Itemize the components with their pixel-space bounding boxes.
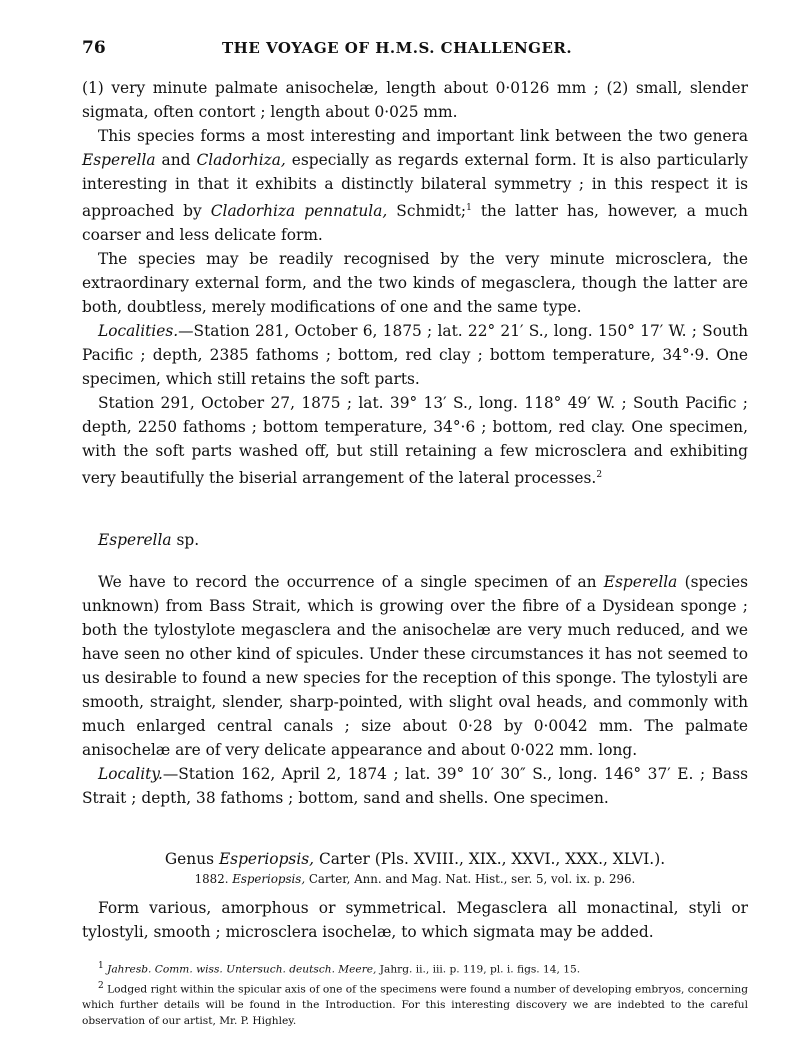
paragraph-recognition: The species may be readily recognised by the very minute microsclera, the extraordinary external form, and the two kinds of megasclera, though the latter are both, doubtless, merely modifications of one and the same type. bbox=[82, 250, 748, 317]
footnote-1: $^1$ Jahresb. Comm. wiss. Untersuch. deutsch. Meere, Jahrg. ii., iii. p. 119, pl. i. figs. 14, 15. bbox=[98, 961, 581, 976]
paragraph-link-between-genera: This species forms a most interesting and important link between the two genera Esperella and Cladorhiza, especially as regards external form. It is also particularly interesting in that it exhibits a distinctly bilateral symmetry ; in this respect it is approached by Cladorhiza pennatula, Schmidt;$^1$ the latter has, however, a much coarser and less delicate form. bbox=[82, 127, 748, 245]
page-number: 76 bbox=[82, 38, 106, 58]
paragraph-esperella-sp: We have to record the occurrence of a single specimen of an Esperella (species unknown) from Bass Strait, which is growing over the fibre of a Dysidean sponge ; both the tylostylote megasclera and the anisochelæ are very much reduced, and we have seen no other kind of spicules. Under these circumstances it has not seemed to us desirable to found a new species for the reception of this sponge. The tylostyli are smooth, straight, slender, sharp-pointed, with slight oval heads, and commonly with much enlarged central canals ; size about 0·28 by 0·0042 mm. The palmate anisochelæ are of very delicate appearance and about 0·022 mm. long. bbox=[82, 573, 748, 760]
locality-label: Locality. bbox=[98, 765, 163, 784]
paragraph-station-291: Station 291, October 27, 1875 ; lat. 39° 13′ S., long. 118° 49′ W. ; South Pacific ; depth, 2250 fathoms ; bottom temperature, 34°·6 ; bottom, red clay. One specimen, with the soft parts washed off, but still retaining a few microsclera and exhibiting very beautifully the biserial arrangement of the lateral processes.$^2$ bbox=[82, 394, 748, 488]
genus-heading: Genus Esperiopsis, Carter (Pls. XVIII., XIX., XXVI., XXX., XLVI.). bbox=[164, 850, 666, 869]
footnotes bbox=[82, 958, 748, 1029]
paragraph-continuation bbox=[82, 76, 748, 124]
paragraph-localities: Localities.—Station 281, October 6, 1875 ; lat. 22° 21′ S., long. 150° 17′ W. ; South Pacific ; depth, 2385 fathoms ; bottom, red clay ; bottom temperature, 34°·9. One specimen, which still retains the soft parts. bbox=[82, 322, 748, 389]
footnote-ref: 1 bbox=[466, 203, 472, 213]
paragraph-locality: Locality.—Station 162, April 2, 1874 ; lat. 39° 10′ 30″ S., long. 146° 37′ E. ; Bass Strait ; depth, 38 fathoms ; bottom, sand and shells. One specimen. bbox=[82, 765, 748, 808]
genus-name: Cladorhiza, bbox=[196, 151, 286, 169]
footnote-2: $^2$ Lodged right within the spicular axis of one of the specimens were found a number of developing embryos, concerning which further details will be found in the Introduction. For this interesting discovery we are indebted to the careful observation of our artist, Mr. P. Highley. bbox=[82, 980, 748, 1028]
paragraph-genus-description: Form various, amorphous or symmetrical. Megasclera all monactinal, styli or tylostyli, smooth ; microsclera isochelæ, to which sigmata may be added. bbox=[82, 899, 748, 942]
species-name: Cladorhiza pennatula, bbox=[210, 202, 388, 221]
genus-name: Esperella bbox=[603, 573, 678, 592]
running-title: THE VOYAGE OF H.M.S. CHALLENGER. bbox=[222, 39, 573, 57]
page-header bbox=[82, 38, 748, 58]
genus-title-name: Esperiopsis, bbox=[218, 850, 315, 869]
paragraph-text: (1) very minute palmate anisochelæ, length about 0·0126 mm ; (2) small, slender sigmata, often contort ; length about 0·025 mm. bbox=[82, 79, 748, 121]
footnote-ref: 2 bbox=[596, 470, 603, 481]
genus-name: Esperella bbox=[82, 151, 156, 169]
genus-reference: 1882. Esperiopsis, Carter, Ann. and Mag. Nat. Hist., ser. 5, vol. ix. p. 296. bbox=[194, 872, 636, 887]
species-heading: Esperella sp. bbox=[98, 531, 200, 550]
document-page bbox=[82, 38, 748, 1029]
localities-label: Localities. bbox=[98, 322, 179, 341]
